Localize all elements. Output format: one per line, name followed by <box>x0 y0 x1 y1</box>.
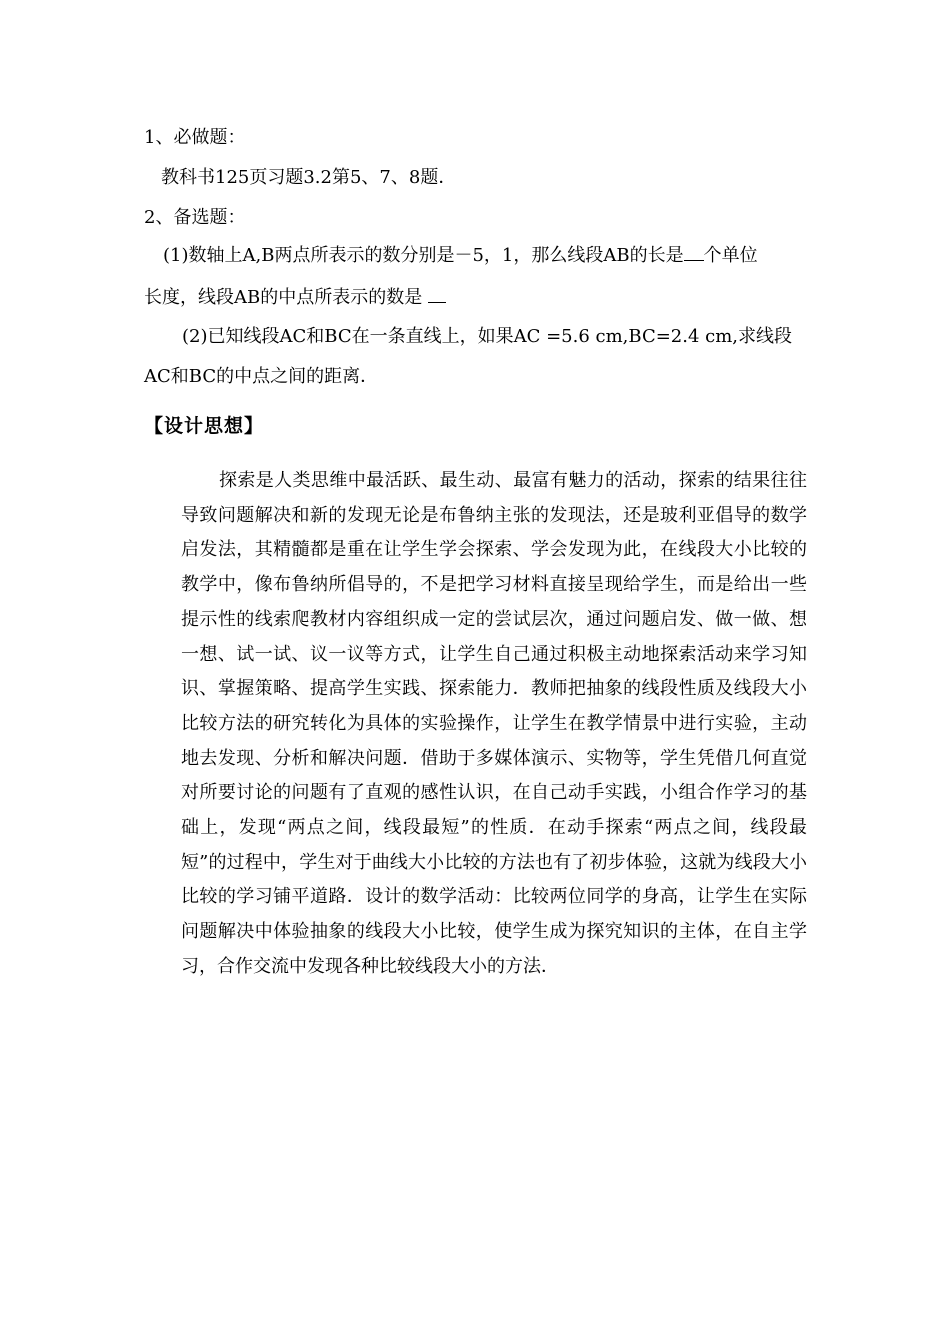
question-2-line-2: AC和BC的中点之间的距离． <box>144 366 379 387</box>
question-2-line-1: (2)已知线段AC和BC在一条直线上，如果AC =5.6 cm,BC=2.4 cm,求线段 <box>182 326 793 347</box>
question-1-line-1 <box>163 242 758 269</box>
question-1-line-2 <box>144 284 446 311</box>
question-1-text-before-blank: (1)数轴上A,B两点所表示的数分别是－5，1，那么线段AB的长是 <box>163 245 684 266</box>
optional-title: 2、备选题： <box>144 207 246 228</box>
answer-blank-1 <box>684 242 704 261</box>
design-paragraph: 探索是人类思维中最活跃、最生动、最富有魅力的活动，探索的结果往往导致问题解决和新的发现无论是布鲁纳主张的发现法，还是玻利亚倡导的数学启发法，其精髓都是重在让学生学会探索、学会发现为此，在线段大小比较的教学中，像布鲁纳所倡导的，不是把学习材料直接呈现给学生，而是给出一些提示性的线索爬教材内容组织成一定的尝试层次，通过问题启发、做一做、想一想、试一试、议一议等方式，让学生自己通过积极主动地探索活动来学习知识、掌握策略、提高学生实践、探索能力．教师把抽象的线段性质及线段大小比较方法的研究转化为具体的实验操作，让学生在教学情景中进行实验，主动地去发现、分析和解决问题．借助于多媒体演示、实物等，学生凭借几何直觉对所要讨论的问题有了直观的感性认识，在自己动手实践，小组合作学习的基础上，发现“两点之间，线段最短”的性质．在动手探索“两点之间，线段最短”的过程中，学生对于曲线大小比较的方法也有了初步体验，这就为线段大小比较的学习铺平道路．设计的数学活动：比较两位同学的身高，让学生在实际问题解决中体验抽象的线段大小比较，使学生成为探究知识的主体，在自主学习，合作交流中发现各种比较线段大小的方法． <box>181 470 807 977</box>
question-1-text-after-blank: 个单位 <box>703 245 758 266</box>
required-text: 教科书125页习题3.2第5、7、8题． <box>161 167 457 188</box>
answer-blank-2 <box>428 284 446 303</box>
required-title: 1、必做题： <box>144 127 246 148</box>
question-1-line-2-text: 长度，线段AB的中点所表示的数是 <box>144 287 423 308</box>
design-heading: 【设计思想】 <box>144 415 265 437</box>
